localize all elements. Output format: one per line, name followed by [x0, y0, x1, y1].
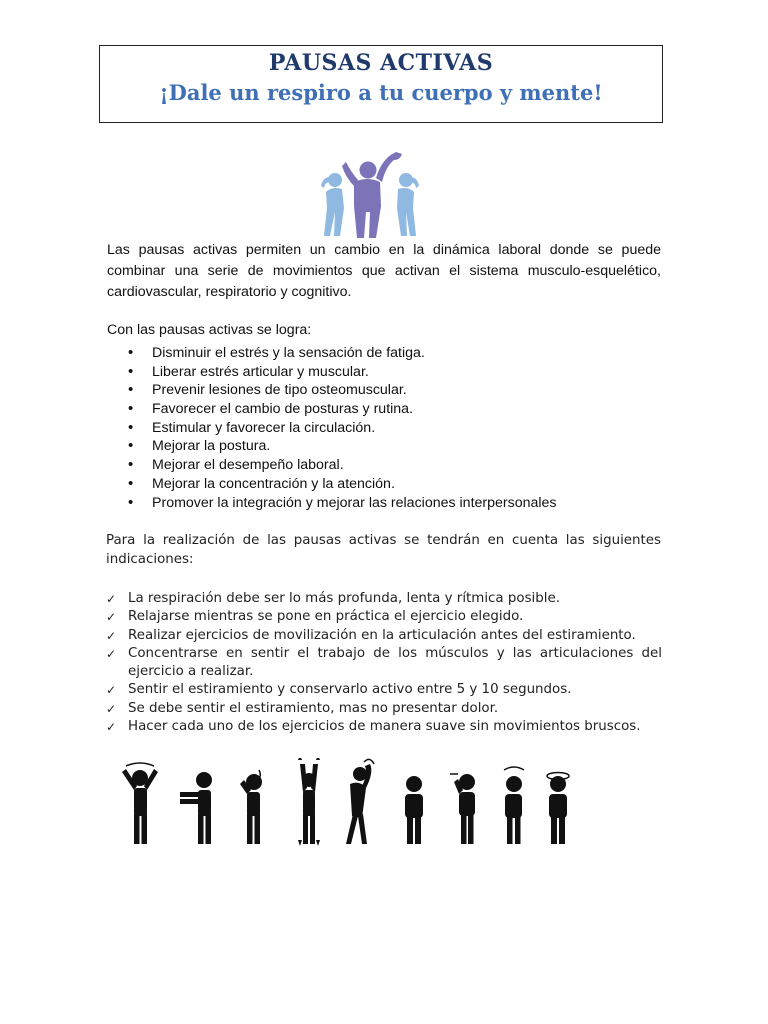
exercise-pictogram-icon [505, 776, 522, 844]
list-item: • Favorecer el cambio de posturas y rutina. [107, 400, 667, 419]
list-item-text: Realizar ejercicios de movilización en la articulación antes del estiramiento. [128, 627, 636, 643]
page-title: PAUSAS ACTIVAS [268, 50, 494, 76]
exercise-pictogram-icon [454, 774, 475, 844]
checkmark-icon: ✓ [106, 701, 117, 716]
benefits-list [107, 344, 667, 512]
intro-paragraph: Las pausas activas permiten un cambio en la dinámica laboral donde se puede combinar una serie de movimientos que activan el sistema musculo-esquelético, cardiovascular, respiratorio y cognitivo. [107, 242, 661, 300]
exercise-pictogram-icon [122, 769, 158, 844]
list-item: • Mejorar el desempeño laboral. [107, 456, 667, 475]
checkmark-icon: ✓ [106, 683, 117, 698]
list-item: • Prevenir lesiones de tipo osteomuscular. [107, 381, 667, 400]
list-item: • Mejorar la postura. [107, 437, 667, 456]
checkmark-icon: ✓ [106, 610, 117, 625]
list-item [104, 590, 662, 608]
list-item [104, 627, 662, 645]
exercise-pictogram-icon [180, 772, 212, 844]
indications-list [104, 590, 662, 736]
benefits-heading: Con las pausas activas se logra: [107, 322, 312, 338]
list-item: • Estimular y favorecer la circulación. [107, 419, 667, 438]
list-item: • Liberar estrés articular y muscular. [107, 363, 667, 382]
checkmark-icon: ✓ [106, 720, 117, 735]
list-item-text: Relajarse mientras se pone en práctica el ejercicio elegido. [128, 609, 524, 625]
indications-heading: Para la realización de las pausas activas se tendrán en cuenta las siguientes indicaciones: [106, 533, 661, 567]
exercise-pictograms [112, 758, 588, 848]
list-item: • Mejorar la concentración y la atención. [107, 475, 667, 494]
list-item-text: Hacer cada uno de los ejercicios de manera suave sin movimientos bruscos. [128, 719, 641, 735]
checkmark-icon: ✓ [106, 592, 117, 606]
title-box [99, 45, 663, 123]
list-item: • Promover la integración y mejorar las relaciones interpersonales [107, 494, 667, 513]
exercise-pictogram-icon [405, 776, 423, 844]
list-item [104, 645, 662, 682]
list-item-text: La respiración debe ser lo más profunda, lenta y rítmica posible. [128, 591, 560, 606]
exercise-pictogram-icon [300, 764, 318, 844]
list-item-text: Concentrarse en sentir el trabajo de los músculos y las articulaciones del ejercicio a realizar. [128, 645, 662, 680]
stretching-people-icon [318, 148, 422, 240]
list-item [104, 681, 662, 699]
exercise-pictogram-icon [549, 776, 567, 844]
list-item: • Disminuir el estrés y la sensación de fatiga. [107, 344, 667, 363]
list-item-text: Sentir el estiramiento y conservarlo activo entre 5 y 10 segundos. [128, 682, 572, 698]
list-item-text: Se debe sentir el estiramiento, mas no presentar dolor. [128, 700, 499, 716]
exercise-pictogram-icon [346, 764, 371, 844]
list-item [104, 608, 662, 626]
checkmark-icon: ✓ [106, 628, 117, 643]
checkmark-icon: ✓ [106, 646, 117, 661]
exercise-pictogram-icon [240, 774, 262, 844]
list-item [104, 700, 662, 718]
list-item [104, 718, 662, 736]
page-subtitle: ¡Dale un respiro a tu cuerpo y mente! [159, 80, 603, 105]
